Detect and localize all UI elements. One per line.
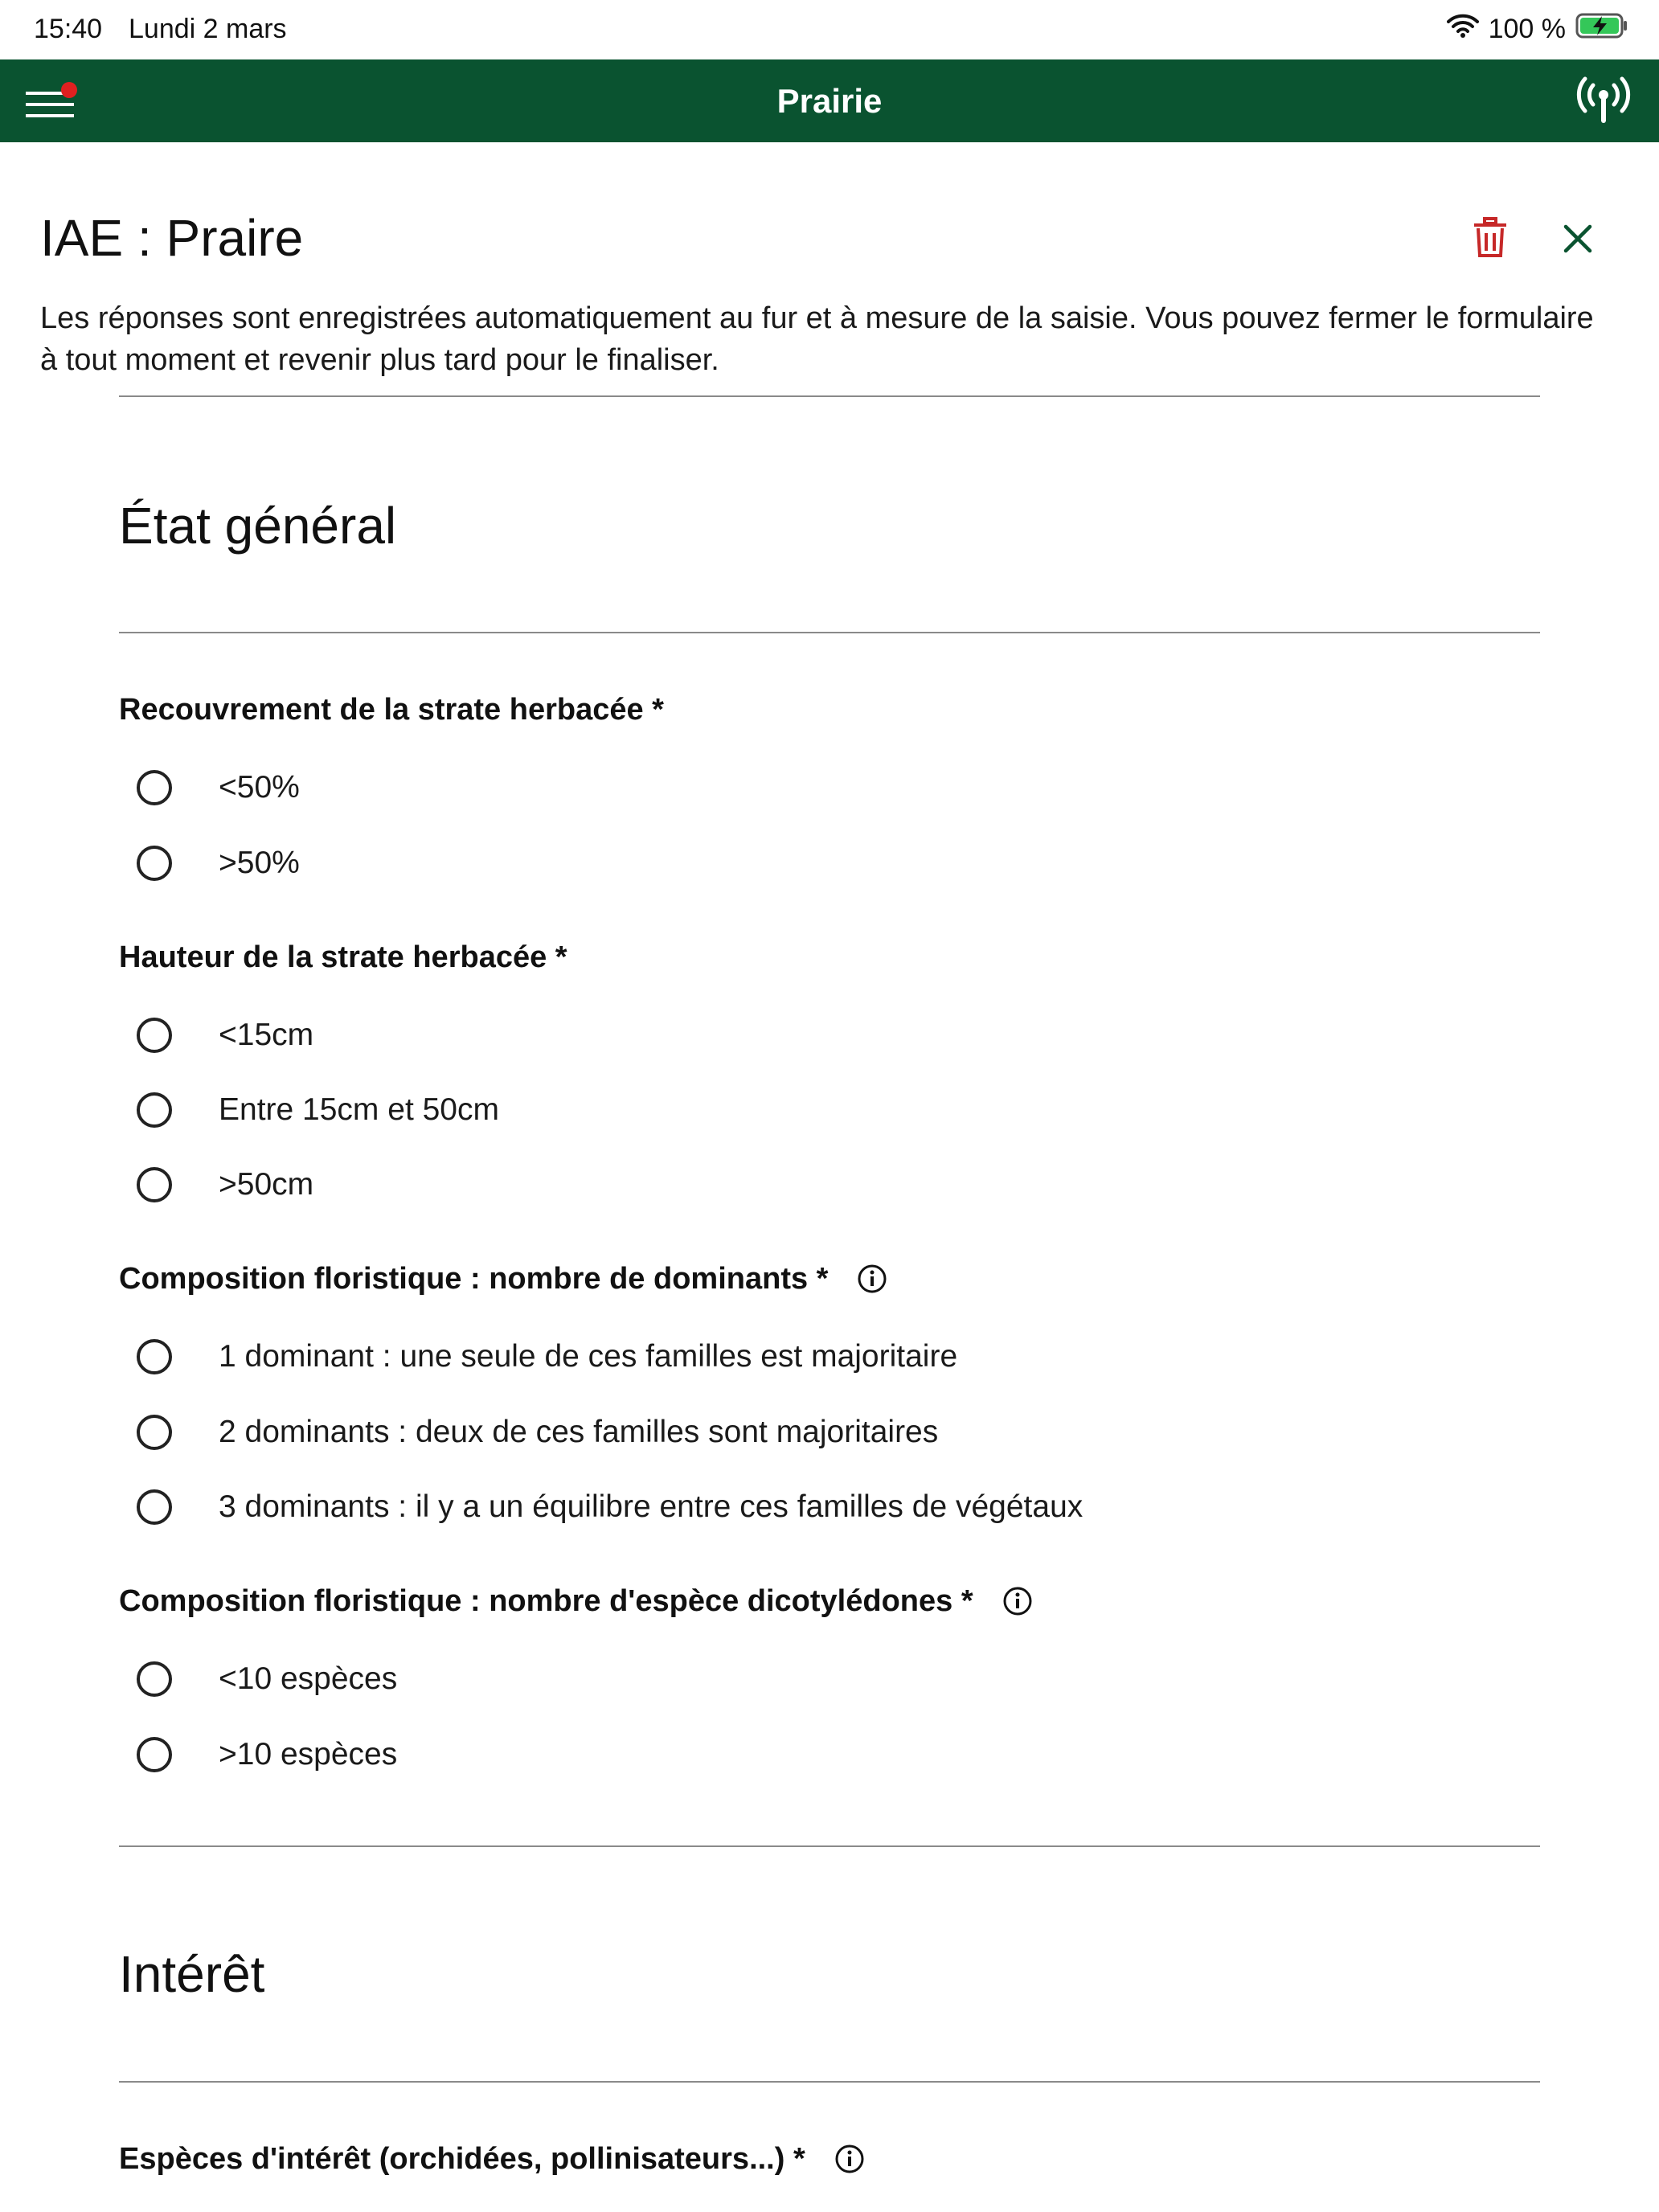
section-title-interet: Intérêt	[119, 1945, 265, 2003]
question-label: Recouvrement de la strate herbacée *	[119, 693, 664, 727]
option-label: <10 espèces	[219, 1661, 398, 1696]
option-label: <15cm	[219, 1018, 314, 1052]
radio-option[interactable]	[137, 1333, 957, 1381]
question-especes-interet	[119, 2139, 865, 2179]
radio-option[interactable]	[137, 1011, 313, 1059]
status-indicators	[1447, 11, 1628, 47]
battery-charging-icon	[1575, 12, 1628, 47]
radio-button[interactable]	[137, 1489, 172, 1525]
question-dicotyledones	[119, 1581, 1033, 1621]
option-label: 3 dominants : il y a un équilibre entre ces familles de végétaux	[219, 1489, 1083, 1524]
app-bar	[0, 59, 1659, 142]
option-label: >50cm	[219, 1167, 314, 1202]
question-label: Composition floristique : nombre de dominants *	[119, 1262, 829, 1296]
radio-button[interactable]	[137, 1092, 172, 1128]
app-bar-title: Prairie	[776, 82, 883, 120]
option-label: >10 espèces	[219, 1737, 398, 1772]
radio-option[interactable]	[137, 1655, 397, 1703]
radio-button[interactable]	[137, 1415, 172, 1450]
close-button[interactable]	[1559, 220, 1596, 257]
info-icon[interactable]	[857, 1264, 887, 1294]
status-time: 15:40	[34, 14, 103, 44]
radio-button[interactable]	[137, 1018, 172, 1053]
info-icon[interactable]	[834, 2144, 865, 2174]
divider	[119, 1845, 1540, 1847]
radio-option[interactable]	[137, 1086, 499, 1134]
radio-option[interactable]	[137, 839, 300, 887]
sync-button[interactable]	[1575, 76, 1632, 124]
delete-button[interactable]	[1471, 217, 1509, 259]
question-dominants	[119, 1259, 887, 1299]
section-title-etat-general: État général	[119, 497, 397, 555]
close-icon	[1559, 220, 1596, 257]
radio-option[interactable]	[137, 1731, 397, 1779]
radio-button[interactable]	[137, 846, 172, 881]
option-label: 1 dominant : une seule de ces familles est majoritaire	[219, 1339, 958, 1374]
radio-button[interactable]	[137, 1737, 172, 1772]
radio-option[interactable]	[137, 1408, 938, 1456]
radio-button[interactable]	[137, 1339, 172, 1374]
form-title: IAE : Praire	[40, 209, 304, 267]
question-hauteur	[119, 937, 567, 977]
divider	[119, 632, 1540, 633]
radio-button[interactable]	[137, 1167, 172, 1202]
wifi-icon	[1447, 14, 1479, 45]
divider	[119, 2081, 1540, 2083]
status-date: Lundi 2 mars	[129, 14, 287, 44]
option-label: 2 dominants : deux de ces familles sont majoritaires	[219, 1415, 939, 1449]
radio-option[interactable]	[137, 1161, 313, 1209]
radio-option[interactable]	[137, 1483, 1083, 1531]
antenna-icon	[1575, 76, 1632, 124]
divider	[119, 395, 1540, 397]
question-recouvrement	[119, 690, 664, 730]
radio-button[interactable]	[137, 770, 172, 805]
option-label: Entre 15cm et 50cm	[219, 1092, 499, 1127]
question-label: Composition floristique : nombre d'espèce dicotylédones *	[119, 1584, 973, 1618]
trash-icon	[1471, 217, 1509, 259]
radio-option[interactable]	[137, 764, 300, 812]
info-icon[interactable]	[1002, 1586, 1033, 1616]
battery-percent: 100 %	[1488, 13, 1566, 44]
radio-button[interactable]	[137, 1661, 172, 1697]
option-label: >50%	[219, 846, 300, 880]
form-intro: Les réponses sont enregistrées automatiquement au fur et à mesure de la saisie. Vous pouvez fermer le formulaire à tout moment et revenir plus tard pour le finaliser.	[40, 301, 1594, 377]
option-label: <50%	[219, 770, 300, 805]
question-label: Hauteur de la strate herbacée *	[119, 940, 567, 974]
question-label: Espèces d'intérêt (orchidées, pollinisateurs...) *	[119, 2142, 805, 2176]
